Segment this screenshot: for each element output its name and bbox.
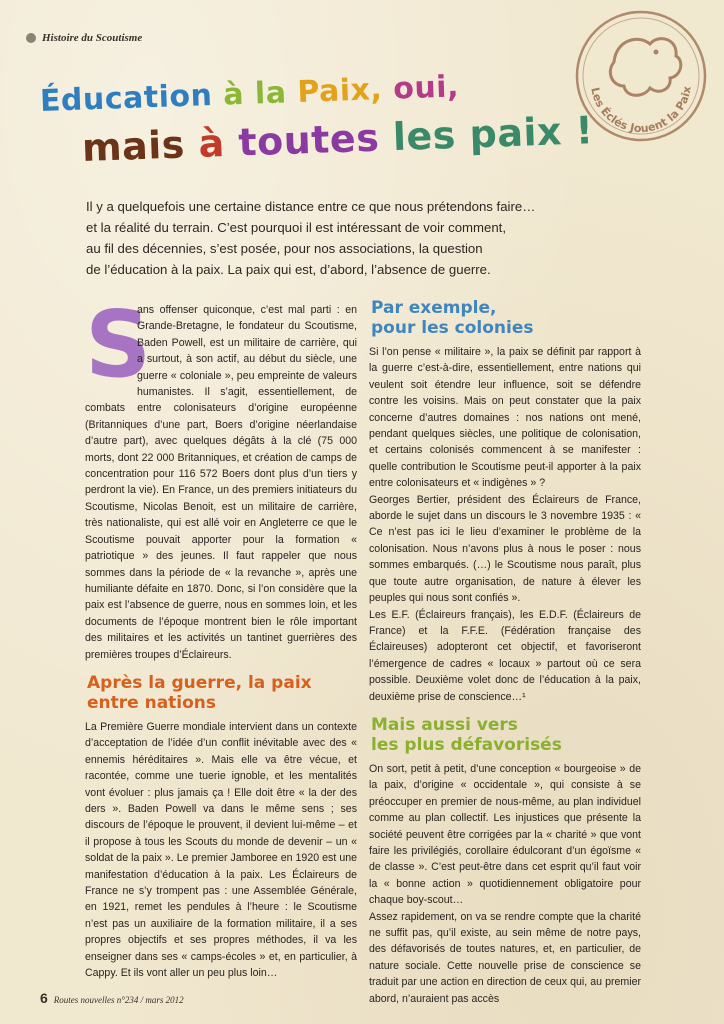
- title-word: Paix,: [296, 72, 383, 110]
- title-word: oui,: [392, 69, 460, 107]
- heading-line: Après la guerre, la paix: [87, 672, 312, 693]
- body-paragraph: Georges Bertier, président des Éclaireurs de France, aborde le sujet dans un discours le 3 novembre 1935 : « Ce n’est pas ici le lieu d’examiner le problème de la colonisation. Nous n’avons plus à nous le poser : nous sommes embarqués. (…) le Scoutisme nous paraît, plus que toute autre organisation, de nature à élever les peuples qui nous sont confiés ».: [369, 493, 641, 605]
- title-word: Éducation: [39, 77, 213, 119]
- page-footer: [40, 990, 184, 1006]
- title-word: toutes: [237, 115, 380, 165]
- section-heading-disadvantaged: [371, 715, 641, 755]
- intro-line: Il y a quelquefois une certaine distance entre ce que nous prétendons faire…: [86, 199, 536, 214]
- body-paragraph: ans offenser quiconque, c’est mal parti : en Grande-Bretagne, le fondateur du Scoutisme, Baden Powell, est un militaire de carrière, qui a surtout, à son actif, au début du siècle, une guerre « coloniale », peu empreinte de valeurs humanistes. Il s’agit, essentiellement, de combats entre colonisateurs d’origine européenne (Britanniques d’une part, Boers d’origine néerlandaise d’autre part), avec quelques dégâts à la clé (75 000 morts, dont 22 000 Britanniques, et création de camps de concentration pour 116 572 Boers dont plus d’un tiers y perdront la vie). En France, un des premiers initiateurs du Scoutisme, Nicolas Benoit, est un militaire de carrière, très nationaliste, qui est allé voir en Angleterre ce que le Scoutisme pouvait apporter pour la formation « patriotique » des jeunes. Il faut rappeler que nous sommes dans la période de « la revanche », après une humiliante défaite en 1870. Donc, si l’on considère que la paix est l’absence de guerre, nous en sommes loin, et les documents de l’époque montrent bien le rôle important des militaires et les activités un tantinet guerrières des premières troupes d’Éclaireurs.: [85, 304, 357, 661]
- title-word: mais: [81, 122, 186, 170]
- kicker-text: Histoire du Scoutisme: [42, 32, 143, 44]
- section-kicker: [26, 32, 142, 44]
- page-number: 6: [40, 990, 48, 1006]
- heading-line: les plus défavorisés: [371, 734, 562, 755]
- title-line-2: [81, 108, 602, 170]
- section-heading-colonies: [371, 298, 641, 338]
- heading-line: entre nations: [87, 692, 217, 713]
- magazine-issue: Routes nouvelles n°234 / mars 2012: [53, 995, 184, 1005]
- heading-line: Mais aussi vers: [371, 714, 518, 735]
- intro-line: de l’éducation à la paix. La paix qui est, d’abord, l’absence de guerre.: [86, 262, 491, 277]
- section-heading-after-war: [87, 673, 357, 713]
- left-column: [85, 291, 357, 981]
- title-word: à la: [222, 75, 288, 113]
- bullet-dot-icon: [26, 33, 36, 43]
- drop-cap: S: [85, 291, 152, 398]
- heading-line: Par exemple,: [371, 298, 497, 318]
- body-paragraph: Assez rapidement, on va se rendre compte que la charité ne suffit pas, qu’il existe, au sein même de notre pays, des défavorisés de toutes natures, et, en particulier, de nature sociale. Cette nouvelle prise de conscience se traduit par une action en direction de ceux qui, au premier abord, n’auraient pas accès: [369, 910, 641, 1005]
- stamp-text: Les Éclés Jouent la Paix: [588, 85, 694, 136]
- heading-line: pour les colonies: [371, 318, 534, 338]
- opening-paragraph: [85, 291, 357, 663]
- body-paragraph: Si l’on pense « militaire », la paix se définit par rapport à la guerre c’est-à-dire, essentiellement, entre nations qui veulent soit étendre leur influence, soit se défendre contre les voisins. Mais on peut constater que la paix concerne d’autres domaines : nos nations ont mené, pendant quelques siècles, une politique de colonisation, et certains colonisés commencent à se manifester : quelle contribution le Scoutisme peut-il apporter à la paix entre colonisateurs et « indigènes » ?: [369, 346, 641, 490]
- body-paragraph: La Première Guerre mondiale intervient dans un contexte d’acceptation de l’idée d’un conflit inévitable avec des « ennemis héréditaires ». Mais elle va être vécue, et racontée, comme une tuerie ignoble, et les mentalités vont évoluer : plus jamais ça ! Elle doit être « la der des ders ». Baden Powell va dans le même sens ; ses discours de l’époque le prouvent, il devient lui-même – et il propose à tous les Scouts du monde de devenir – un « soldat de la paix ». Le premier Jamboree en 1920 est une manifestation d’éducation à la paix. Les Éclaireurs de France ne s’y trompent pas : une Assemblée Générale, en 1921, remet les pendules à l’heure : le Scoutisme n’est pas un auxiliaire de la formation militaire, il a ses propres objectifs et ses propres méthodes, il va les enseigner dans ses « camps-écoles » et, en particulier, à Cappy. Et ils vont aller un peu plus loin…: [85, 720, 357, 980]
- intro-paragraph: [86, 196, 616, 280]
- title-word: à: [197, 121, 226, 166]
- right-column: [369, 298, 641, 1007]
- intro-line: et la réalité du terrain. C’est pourquoi il est intéressant de voir comment,: [86, 220, 507, 235]
- body-paragraph: On sort, petit à petit, d’une conception « bourgeoise » de la paix, d’origine « occidentale », qui consiste à se préoccuper en premier de nous-même, au plan individuel comme au plan collectif. Les injustices que présente la société peuvent être corrigées par la « charité » que vont faire les privilégiés, corollaire édulcorant d’un égoïsme « de classe ». C’est peut-être dans cet esprit qu’il faut voir la « bonne action » quotidiennement obligatoire pour chaque boy-scout…: [369, 762, 641, 907]
- title-word: les paix !: [392, 108, 595, 160]
- intro-line: au fil des décennies, s’est posée, pour nos associations, la question: [86, 241, 483, 256]
- body-paragraph: Les E.F. (Éclaireurs français), les E.D.F. (Éclaireurs de France) et la F.F.E. (Fédération française des Éclaireuses) adopteront cet objectif, et favoriseront l’émergence de cadres « locaux » partout où ce sera possible. Deuxième volet donc de l’éducation à la paix, deuxième prise de conscience…¹: [369, 608, 641, 703]
